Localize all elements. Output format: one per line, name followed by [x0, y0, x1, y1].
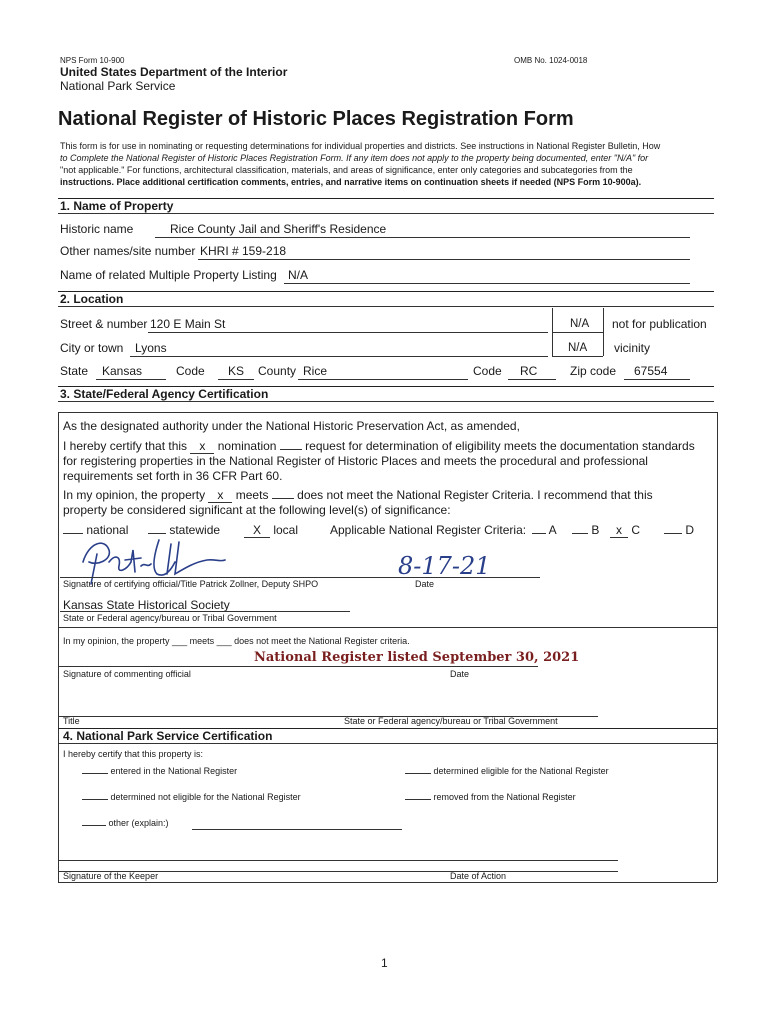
request-checkbox[interactable]: [280, 449, 302, 450]
divider: [58, 401, 714, 402]
meets-checkbox[interactable]: x: [208, 488, 232, 503]
county-code-label: Code: [473, 364, 502, 378]
criterion-a-checkbox[interactable]: [532, 533, 546, 534]
omb-number: OMB No. 1024-0018: [514, 56, 588, 65]
agency-name: Kansas State Historical Society: [63, 598, 230, 612]
agency2-label: State or Federal agency/bureau or Tribal Government: [344, 716, 558, 726]
nps-certify-text: I hereby certify that this property is:: [63, 749, 204, 759]
divider: [58, 213, 714, 214]
zip-value: 67554: [634, 364, 668, 378]
criterion-c-label: C: [631, 523, 641, 537]
level-local: [244, 523, 298, 538]
certify-line-3: requirements set forth in 36 CFR Part 60.: [63, 469, 283, 483]
nps-option-not-eligible: [82, 792, 301, 802]
opinion-commenting: In my opinion, the property ___ meets ___ does not meet the National Register criteria.: [63, 636, 410, 646]
field-underline: [60, 611, 350, 612]
box-edge: [58, 412, 59, 882]
certify-text-a: I hereby certify that this: [63, 439, 188, 453]
intro-line-4: instructions. Place additional certification comments, entries, and narrative items on continuation sheets if needed (NPS Form 10-900a).: [60, 177, 642, 187]
local-checkbox[interactable]: X: [244, 523, 270, 538]
section-1-heading: 1. Name of Property: [60, 199, 174, 213]
field-underline: [130, 356, 548, 357]
signature-line: [58, 666, 538, 667]
county-label: County: [258, 364, 297, 378]
field-underline: [198, 259, 690, 260]
opinion-text-a: In my opinion, the property: [63, 488, 206, 502]
certify-line-2: for registering properties in the National Register of Historic Places and meets the procedural and professional: [63, 454, 648, 468]
field-underline: [284, 283, 690, 284]
does-not-meet-checkbox[interactable]: [272, 498, 294, 499]
local-label: local: [273, 523, 299, 537]
criterion-b: [572, 523, 599, 537]
form-number: NPS Form 10-900: [60, 56, 125, 65]
city-label: City or town: [60, 341, 124, 355]
date2-label: Date: [450, 669, 470, 679]
certify-text-b: nomination: [217, 439, 277, 453]
page-number: 1: [381, 956, 388, 970]
signature-line: [60, 577, 540, 578]
entered-label: entered in the National Register: [110, 766, 238, 776]
other-names-label: Other names/site number: [60, 244, 196, 258]
intro-line-1: This form is for use in nominating or requesting determinations for individual properties and districts. See instructions in National Register Bulletin, How: [60, 141, 661, 151]
box-edge: [603, 308, 604, 356]
mpl-value: N/A: [288, 268, 309, 282]
street-label: Street & number: [60, 317, 148, 331]
criterion-b-checkbox[interactable]: [572, 533, 588, 534]
mpl-label: Name of related Multiple Property Listing: [60, 268, 277, 282]
other-checkbox[interactable]: [82, 825, 106, 826]
divider: [58, 291, 714, 292]
criterion-a: [532, 523, 557, 537]
removed-label: removed from the National Register: [433, 792, 576, 802]
opinion-text-c: does not meet the National Register Criteria. I recommend that this: [297, 488, 653, 502]
county-code-value: RC: [520, 364, 538, 378]
not-eligible-label: determined not eligible for the National Register: [110, 792, 301, 802]
action-date-label: Date of Action: [450, 871, 507, 881]
certify-text-c: request for determination of eligibility meets the documentation standards: [305, 439, 695, 453]
signature-label: Signature of certifying official/Title Patrick Zollner, Deputy SHPO: [63, 579, 319, 589]
divider: [58, 743, 717, 744]
criterion-d-label: D: [685, 523, 695, 537]
authority-text: As the designated authority under the National Historic Preservation Act, as amended,: [63, 419, 520, 433]
nomination-checkbox[interactable]: x: [190, 439, 214, 454]
not-eligible-checkbox[interactable]: [82, 799, 108, 800]
criterion-d: [664, 523, 694, 537]
field-underline: [218, 379, 254, 380]
other-names-value: KHRI # 159-218: [200, 244, 287, 258]
vicinity-label: vicinity: [614, 341, 651, 355]
opinion-text-b: meets: [235, 488, 269, 502]
box-edge: [552, 332, 603, 333]
state-label: State: [60, 364, 89, 378]
vicinity-value: N/A: [568, 342, 588, 354]
other-label: other (explain:): [108, 818, 169, 828]
service-name: National Park Service: [60, 79, 176, 93]
eligible-checkbox[interactable]: [405, 773, 431, 774]
intro-line-3: "not applicable." For functions, architectural classification, materials, and areas of significance, enter only categories and subcategories from the: [60, 165, 633, 175]
entered-checkbox[interactable]: [82, 773, 108, 774]
field-underline: [298, 379, 468, 380]
nfp-label: not for publication: [612, 317, 707, 331]
criteria-label: Applicable National Register Criteria:: [330, 523, 527, 537]
page-title: National Register of Historic Places Registration Form: [58, 108, 574, 130]
title-label: Title: [63, 716, 80, 726]
box-edge: [552, 356, 603, 357]
code-value: KS: [228, 364, 245, 378]
nps-option-eligible: [405, 766, 609, 776]
opinion-line-2: property be considered significant at the following level(s) of significance:: [63, 503, 451, 517]
field-underline: [155, 237, 690, 238]
street-value: 120 E Main St: [150, 317, 226, 331]
commenting-label: Signature of commenting official: [63, 669, 191, 679]
criterion-c-checkbox[interactable]: x: [610, 523, 628, 538]
field-underline: [148, 332, 548, 333]
criterion-c: [610, 523, 640, 538]
opinion-line-1: [63, 488, 653, 503]
statewide-label: statewide: [169, 523, 221, 537]
nps-option-other: [82, 818, 169, 828]
city-value: Lyons: [135, 341, 167, 355]
nfp-value: N/A: [570, 318, 590, 330]
historic-name-value: Rice County Jail and Sheriff's Residence: [170, 222, 387, 236]
divider: [58, 627, 717, 628]
removed-checkbox[interactable]: [405, 799, 431, 800]
state-value: Kansas: [102, 364, 143, 378]
field-underline: [96, 379, 166, 380]
listing-stamp: National Register listed September 30, 2021: [254, 650, 580, 665]
keeper-label: Signature of the Keeper: [63, 871, 159, 881]
department-name: United States Department of the Interior: [60, 65, 288, 79]
nps-option-removed: [405, 792, 576, 802]
criterion-b-label: B: [591, 523, 600, 537]
certify-line-1: [63, 439, 695, 454]
box-edge: [58, 882, 717, 883]
criterion-a-label: A: [548, 523, 557, 537]
historic-name-label: Historic name: [60, 222, 134, 236]
code-label: Code: [176, 364, 205, 378]
field-underline: [508, 379, 556, 380]
date-label: Date: [415, 579, 435, 589]
signature-line: [58, 860, 618, 861]
section-3-heading: 3. State/Federal Agency Certification: [60, 387, 269, 401]
intro-line-2: to Complete the National Register of Historic Places Registration Form. If any item does not apply to the property being documented, enter "N/A" for: [60, 153, 649, 163]
section-2-heading: 2. Location: [60, 292, 124, 306]
county-value: Rice: [303, 364, 328, 378]
nps-option-entered: [82, 766, 237, 776]
field-underline: [192, 829, 402, 830]
eligible-label: determined eligible for the National Register: [433, 766, 609, 776]
box-edge: [58, 412, 717, 413]
criterion-d-checkbox[interactable]: [664, 533, 682, 534]
box-edge: [717, 412, 718, 882]
national-label: national: [86, 523, 129, 537]
zip-label: Zip code: [570, 364, 617, 378]
field-underline: [624, 379, 690, 380]
agency-label: State or Federal agency/bureau or Tribal Government: [63, 613, 277, 623]
section-4-heading: 4. National Park Service Certification: [63, 729, 273, 743]
divider: [58, 306, 714, 307]
signed-date: 8-17-21: [398, 552, 491, 580]
